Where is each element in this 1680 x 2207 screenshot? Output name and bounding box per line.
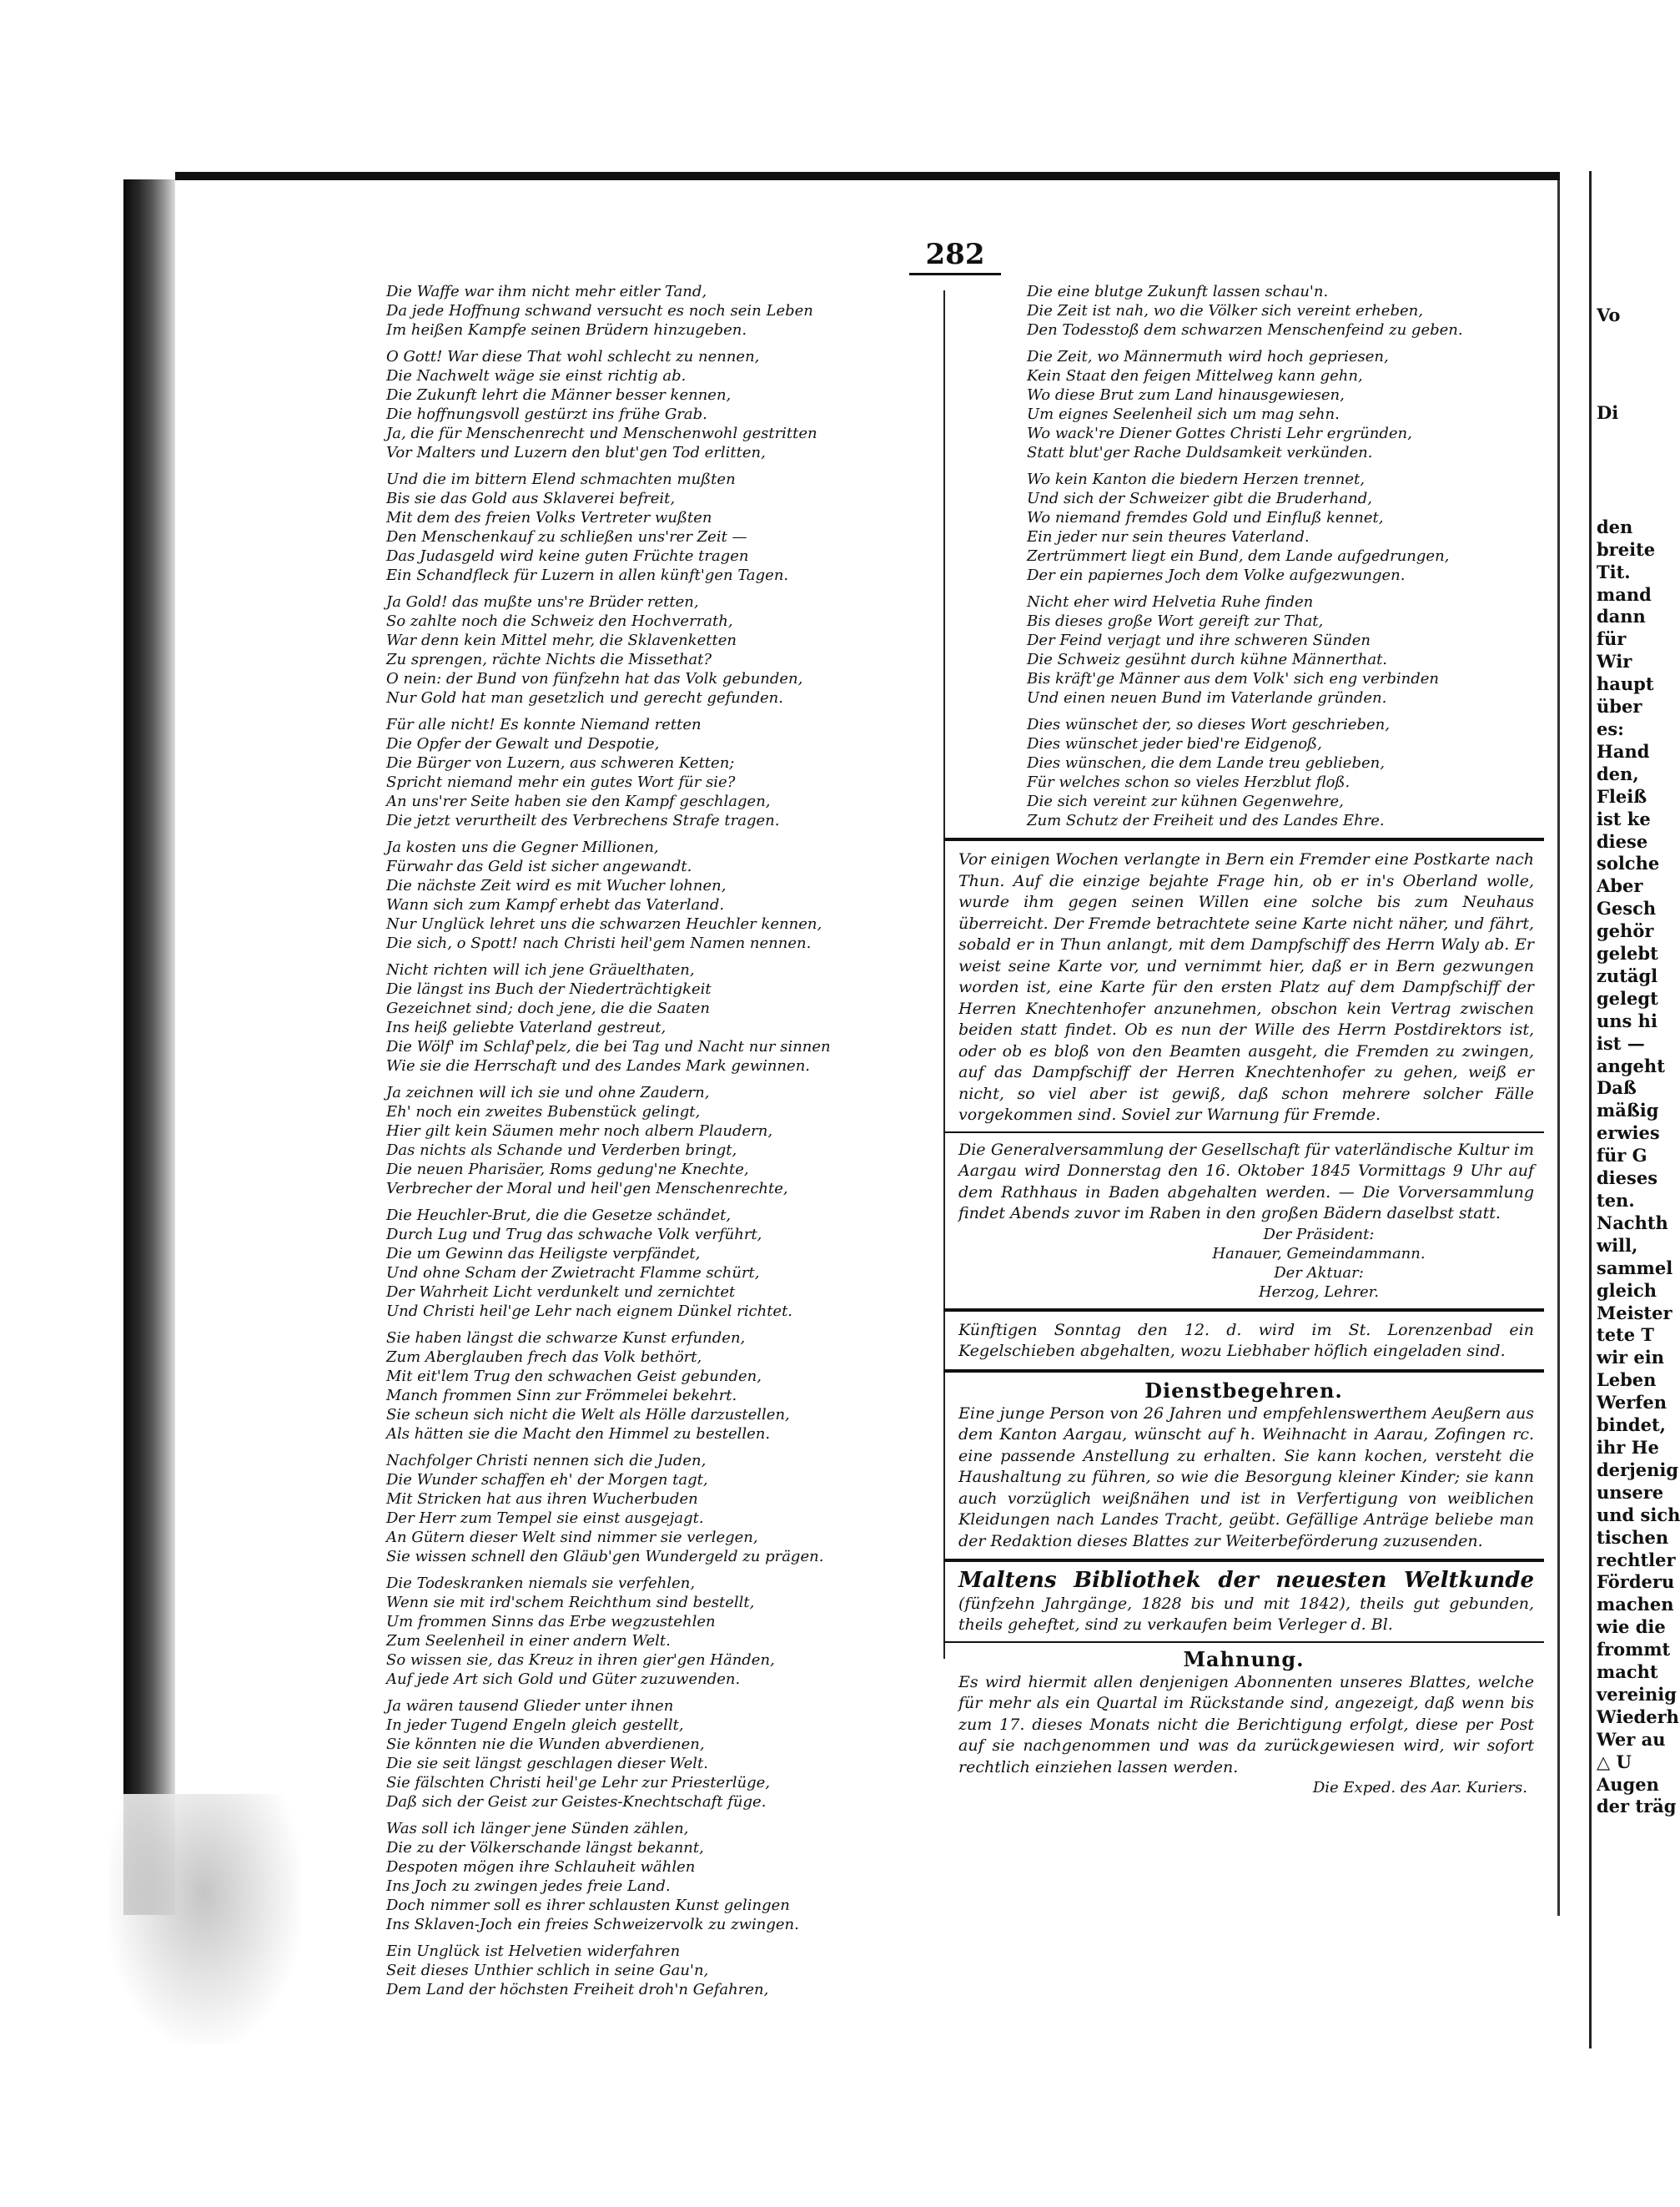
next-page-fragment-line: gelebt xyxy=(1597,943,1658,965)
poem-line: Fürwahr das Geld ist sicher angewandt. xyxy=(386,858,692,875)
poem-line: O nein: der Bund von fünfzehn hat das Volk gebunden, xyxy=(386,670,803,688)
next-page-fragment-line: Werfen xyxy=(1597,1392,1667,1413)
next-page-fragment-line: für xyxy=(1597,628,1627,650)
poem-line: Und sich der Schweizer gibt die Bruderhand, xyxy=(1027,490,1372,507)
poem-line: Ja kosten uns die Gegner Millionen, xyxy=(386,839,659,856)
next-page-fragment-line: machen xyxy=(1597,1594,1674,1615)
poem-line: Mit Stricken hat aus ihren Wucherbuden xyxy=(386,1490,698,1508)
poem-line: Hier gilt kein Säumen mehr noch albern Plaudern, xyxy=(386,1122,773,1140)
poem-line: Nachfolger Christi nennen sich die Juden, xyxy=(386,1452,707,1469)
poem-stanza xyxy=(1027,592,1544,708)
next-page-fragment-line: tete T xyxy=(1597,1324,1655,1346)
poem-line: Spricht niemand mehr ein gutes Wort für sie? xyxy=(386,773,736,791)
next-page-fragment-line: Augen xyxy=(1597,1773,1659,1795)
next-page-fragment-line: und sich xyxy=(1597,1504,1680,1525)
poem-line: Ja, die für Menschenrecht und Menschenwohl gestritten xyxy=(386,425,817,442)
poem-line: Wo diese Brut zum Land hinausgewiesen, xyxy=(1027,386,1345,404)
reminder-heading: Mahnung. xyxy=(1183,1646,1305,1671)
next-page-fragment-line: Förderu xyxy=(1597,1571,1675,1593)
poem-line: Ein jeder nur sein theures Vaterland. xyxy=(1027,528,1310,546)
next-page-fragment-line: erwies xyxy=(1597,1122,1660,1144)
poem-line: Der Feind verjagt und ihre schweren Sünden xyxy=(1027,632,1371,649)
library-ad-title: Maltens Bibliothek der neuesten Weltkunde xyxy=(958,1568,1534,1593)
next-page-fragment-line: Aber xyxy=(1597,875,1643,897)
poem-stanza xyxy=(386,1574,933,1689)
poem-stanza xyxy=(386,347,933,462)
poem-line: Verbrecher der Moral und heil'gen Menschenrechte, xyxy=(386,1180,788,1197)
next-page-fragment-line: der träg xyxy=(1597,1796,1677,1817)
poem-line: Ein Unglück ist Helvetien widerfahren xyxy=(386,1942,681,1960)
poem-line: Ins Sklaven-Joch ein freies Schweizervolk zu zwingen. xyxy=(386,1916,799,1933)
next-page-fragment-line: gleich xyxy=(1597,1279,1657,1301)
poem-line: Nicht eher wird Helvetia Ruhe finden xyxy=(1027,593,1314,611)
poem-line: Sie könnten nie die Wunden abverdienen, xyxy=(386,1736,705,1753)
poem-stanza xyxy=(386,1328,933,1444)
poem-line: Wie sie die Herrschaft und des Landes Mark gewinnen. xyxy=(386,1057,811,1075)
poem-line: Da jede Hoffnung schwand versucht es noch sein Leben xyxy=(386,302,813,320)
next-page-fragment-line: Gesch xyxy=(1597,898,1657,920)
poem-line: Wenn sie mit ird'schem Reichthum sind bestellt, xyxy=(386,1594,755,1611)
poem-line: Vor Malters und Luzern den blut'gen Tod erlitten, xyxy=(386,444,766,461)
poem-line: An uns'rer Seite haben sie den Kampf geschlagen, xyxy=(386,793,771,810)
section-rule xyxy=(943,1308,1544,1312)
poem-line: Durch Lug und Trug das schwache Volk verführt, xyxy=(386,1226,762,1243)
poem-stanza xyxy=(386,1696,933,1811)
poem-line: Dies wünschet jeder bied're Eidgenoß, xyxy=(1027,735,1322,753)
next-page-fragment-line: bindet, xyxy=(1597,1414,1666,1436)
next-page-fragment-line: tischen xyxy=(1597,1526,1669,1548)
poem-line: Die sie seit längst geschlagen dieser Welt. xyxy=(386,1755,708,1772)
poem-line: Die Heuchler-Brut, die die Gesetze schändet, xyxy=(386,1207,732,1224)
right-column xyxy=(943,282,1544,1797)
next-page-fragment-line: rechtler xyxy=(1597,1549,1676,1570)
poem-left-column xyxy=(386,282,933,2007)
next-page-fragment-line: Leben xyxy=(1597,1369,1657,1391)
poem-line: Den Menschenkauf zu schließen uns'rer Zeit — xyxy=(386,528,747,546)
next-page-fragment-line: für G xyxy=(1597,1145,1647,1166)
section-rule xyxy=(943,1131,1544,1133)
poem-line: Dem Land der höchsten Freiheit droh'n Gefahren, xyxy=(386,1981,769,1998)
poem-line: Das nichts als Schande und Verderben bringt, xyxy=(386,1141,737,1159)
poem-line: Sie haben längst die schwarze Kunst erfunden, xyxy=(386,1329,746,1347)
poem-line: Bis kräft'ge Männer aus dem Volk' sich eng verbinden xyxy=(1027,670,1439,688)
poem-line: Despoten mögen ihre Schlauheit wählen xyxy=(386,1858,696,1876)
next-page-fragment-line: wie die xyxy=(1597,1616,1666,1638)
poem-line: Ja wären tausend Glieder unter ihnen xyxy=(386,1697,674,1715)
poem-stanza xyxy=(386,960,933,1076)
poem-line: Die Zeit, wo Männermuth wird hoch gepriesen, xyxy=(1027,348,1389,365)
poem-line: Sie wissen schnell den Gläub'gen Wundergeld zu prägen. xyxy=(386,1548,824,1565)
poem-line: Für welches schon so vieles Herzblut floß. xyxy=(1027,773,1351,791)
poem-stanza xyxy=(386,715,933,830)
poem-line: Zum Aberglauben frech das Volk bethört, xyxy=(386,1348,702,1366)
poem-line: Die nächste Zeit wird es mit Wucher lohnen, xyxy=(386,877,727,894)
next-page-fragment-line: Tit. xyxy=(1597,561,1631,582)
page-top-rule xyxy=(175,172,1560,180)
poem-line: Die längst ins Buch der Niederträchtigkeit xyxy=(386,980,712,998)
next-page-fragment-line: macht xyxy=(1597,1661,1658,1683)
poem-line: Die sich vereint zur kühnen Gegenwehre, xyxy=(1027,793,1344,810)
poem-line: Ins Joch zu zwingen jedes freie Land. xyxy=(386,1877,671,1895)
poem-line: Wann sich zum Kampf erhebt das Vaterland. xyxy=(386,896,725,914)
next-page-fragment-line: △ U xyxy=(1597,1751,1632,1772)
next-page-fragment-line: angeht xyxy=(1597,1055,1665,1076)
poem-line: Bis sie das Gold aus Sklaverei befreit, xyxy=(386,490,676,507)
poem-line: So wissen sie, das Kreuz in ihren gier'gen Händen, xyxy=(386,1651,775,1669)
next-page-fragment-line: zutägl xyxy=(1597,965,1658,986)
next-page-fragment xyxy=(1589,171,1680,2048)
president-label: Der Präsident: xyxy=(1263,1225,1375,1243)
poem-line: Sie scheun sich nicht die Welt als Hölle darzustellen, xyxy=(386,1406,790,1423)
poem-line: Wo niemand fremdes Gold und Einfluß kennet, xyxy=(1027,509,1384,527)
next-page-fragment-line: Wer au xyxy=(1597,1728,1666,1750)
next-page-fragment-line: will, xyxy=(1597,1234,1638,1256)
poem-line: Um frommen Sinns das Erbe wegzustehlen xyxy=(386,1613,716,1630)
poem-line: Die Wunder schaffen eh' der Morgen tagt, xyxy=(386,1471,708,1489)
poem-line: Was soll ich länger jene Sünden zählen, xyxy=(386,1820,689,1837)
poem-line: Um eignes Seelenheil sich um mag sehn. xyxy=(1027,406,1340,423)
poem-line: Zu sprengen, rächte Nichts die Missethat? xyxy=(386,651,712,668)
poem-line: Bis dieses große Wort gereift zur That, xyxy=(1027,612,1324,630)
poem-line: Und einen neuen Bund im Vaterlande gründen. xyxy=(1027,689,1387,707)
poem-line: Mit eit'lem Trug den schwachen Geist gebunden, xyxy=(386,1368,762,1385)
library-ad-text: (fünfzehn Jahrgänge, 1828 bis und mit 1842), theils gut gebunden, theils geheftet, sind zu verkaufen beim Verleger d. Bl. xyxy=(958,1594,1534,1634)
poem-line: Die jetzt verurtheilt des Verbrechens Strafe tragen. xyxy=(386,812,780,829)
next-page-fragment-line: Wiederh xyxy=(1597,1706,1679,1727)
poem-line: Die Todeskranken niemals sie verfehlen, xyxy=(386,1575,696,1592)
poem-stanza xyxy=(386,1206,933,1321)
next-page-fragment-line: Daß xyxy=(1597,1077,1637,1099)
poem-line: Die Opfer der Gewalt und Despotie, xyxy=(386,735,660,753)
next-page-fragment-line: Wir xyxy=(1597,651,1632,673)
poem-line: Die zu der Völkerschande längst bekannt, xyxy=(386,1839,704,1857)
next-page-fragment-line: mand xyxy=(1597,583,1652,605)
next-page-fragment-line: Vo xyxy=(1597,305,1621,325)
poem-line: Der Herr zum Tempel sie einst ausgejagt. xyxy=(386,1509,704,1527)
poem-line: Die sich, o Spott! nach Christi heil'gem Namen nennen. xyxy=(386,935,812,952)
poem-line: Ja zeichnen will ich sie und ohne Zaudern, xyxy=(386,1084,710,1101)
assembly-notice: Die Generalversammlung der Gesellschaft für vaterländische Kultur im Aargau wird Donnerstag den 16. Oktober 1845 Vormittags 9 Uhr auf dem Rathhaus in Baden abgehalten werden. — Die Vorversammlung findet Abends zuvor im Raben in den großen Bädern daselbst statt. xyxy=(958,1140,1534,1222)
book-binding-edge xyxy=(123,179,175,1915)
page-smudge xyxy=(108,1794,300,2044)
poem-line: Nur Unglück lehret uns die schwarzen Heuchler kennen, xyxy=(386,915,822,933)
poem-line: Mit dem des freien Volks Vertreter wußten xyxy=(386,509,712,527)
section-rule xyxy=(943,838,1544,841)
poem-line: Die Bürger von Luzern, aus schweren Ketten; xyxy=(386,754,735,772)
page-number: 282 xyxy=(909,238,1001,275)
poem-line: Für alle nicht! Es konnte Niemand retten xyxy=(386,716,702,733)
poem-line: Die Nachwelt wäge sie einst richtig ab. xyxy=(386,367,687,385)
poem-stanza xyxy=(1027,347,1544,462)
next-page-fragment-line: Fleiß xyxy=(1597,785,1647,807)
next-page-fragment-line: Meister xyxy=(1597,1302,1672,1323)
poem-line: Gezeichnet sind; doch jene, die die Saaten xyxy=(386,1000,710,1017)
next-page-fragment-line: diese xyxy=(1597,830,1648,852)
poem-line: So zahlte noch die Schweiz den Hochverrath, xyxy=(386,612,733,630)
next-page-fragment-line: Hand xyxy=(1597,740,1650,762)
next-page-fragment-line: ist — xyxy=(1597,1032,1645,1054)
next-page-fragment-line: Di xyxy=(1597,401,1619,423)
poem-line: Die Waffe war ihm nicht mehr eitler Tand, xyxy=(386,283,707,300)
poem-stanza xyxy=(386,1451,933,1566)
poem-line: Die Wölf' im Schlaf'pelz, die bei Tag und Nacht nur sinnen xyxy=(386,1038,831,1056)
section-rule xyxy=(943,1369,1544,1373)
poem-line: Daß sich der Geist zur Geistes-Knechtschaft füge. xyxy=(386,1793,767,1811)
reminder-signoff: Die Exped. des Aar. Kuriers. xyxy=(1312,1779,1527,1796)
poem-line: Auf jede Art sich Gold und Güter zuzuwenden. xyxy=(386,1670,741,1688)
poem-line: Zum Seelenheil in einer andern Welt. xyxy=(386,1632,671,1650)
poem-line: Die eine blutge Zukunft lassen schau'n. xyxy=(1027,283,1329,300)
service-request-heading: Dienstbegehren. xyxy=(1144,1378,1343,1403)
president-name: Hanauer, Gemeindammann. xyxy=(1212,1244,1426,1262)
next-page-fragment-line: breite xyxy=(1597,538,1656,560)
next-page-fragment-line: ten. xyxy=(1597,1190,1635,1211)
poem-stanza xyxy=(386,282,933,340)
poem-line: Die Zeit ist nah, wo die Völker sich vereint erheben, xyxy=(1027,302,1423,320)
service-request-text: Eine junge Person von 26 Jahren und empfehlenswerthem Aeußern aus dem Kanton Aargau, wünscht auf h. Weihnacht in Aarau, Zofingen rc. eine passende Anstellung zu erhalten. Sie kann kochen, versteht die Haushaltung zu führen, so wie die Besorgung kleiner Kinder; sie kann auch vorzüglich weißnähen und ist in Verfertigung von weiblichen Kleidungen nach Landes Tracht, geübt. Gefällige Anträge beliebe man der Redaktion dieses Blattes zur Weiterbeförderung zuzusenden. xyxy=(958,1403,1534,1550)
poem-line: Ja Gold! das mußte uns're Brüder retten, xyxy=(386,593,699,611)
next-page-fragment-line: ihr He xyxy=(1597,1436,1659,1458)
next-page-fragment-line: sammel xyxy=(1597,1257,1673,1278)
next-page-fragment-line: wir ein xyxy=(1597,1347,1665,1368)
warning-notice: Vor einigen Wochen verlangte in Bern ein Fremder eine Postkarte nach Thun. Auf die einzige bejahte Frage hin, ob er in's Oberland wolle, wurde ihm gegen seinen Willen eine solche bis zum Neuhaus überreicht. Der Fremde betrachtete seine Karte nicht näher, und fährt, sobald er in Thun anlangt, mit dem Dampfschiff des Herrn Waly ab. Er weist seine Karte vor, und vernimmt hier, daß er in Bern gezwungen worden ist, eine Karte für den ersten Platz auf dem Dampfschiff der Herren Knechtenhofer anzunehmen, obschon kein Vertrag zwischen beiden statt findet. Ob es nun der Wille des Herrn Postdirektors ist, oder ob es bloß von den Beamten ausgeht, die Fremden zu zwingen, auf das Dampfschiff der Herren Knechtenhofer zu gehen, weiß er nicht, so viel aber ist gewiß, daß schon mehrere solcher Fälle vorgekommen sind. Soviel zur Warnung für Fremde. xyxy=(958,850,1534,1124)
poem-line: An Gütern dieser Welt sind nimmer sie verlegen, xyxy=(386,1529,758,1546)
poem-line: Der Wahrheit Licht verdunkelt und zernichtet xyxy=(386,1283,736,1301)
next-page-fragment-line: solche xyxy=(1597,853,1660,874)
next-page-fragment-line: den, xyxy=(1597,763,1639,784)
poem-line: Der ein papiernes Joch dem Volke aufgezwungen. xyxy=(1027,567,1406,584)
poem-line: Die Zukunft lehrt die Männer besser kennen, xyxy=(386,386,732,404)
next-page-fragment-line: es: xyxy=(1597,718,1624,739)
poem-line: Im heißen Kampfe seinen Brüdern hinzugeben. xyxy=(386,321,747,339)
poem-line: Eh' noch ein zweites Bubenstück gelingt, xyxy=(386,1103,701,1121)
poem-line: War denn kein Mittel mehr, die Sklavenketten xyxy=(386,632,737,649)
next-page-fragment-line: dieses xyxy=(1597,1167,1658,1189)
next-page-fragment-line: derjenig xyxy=(1597,1459,1678,1480)
poem-line: Und ohne Scham der Zwietracht Flamme schürt, xyxy=(386,1264,760,1282)
poem-line: Die Schweiz gesühnt durch kühne Männerthat. xyxy=(1027,651,1388,668)
poem-line: Den Todesstoß dem schwarzen Menschenfeind zu geben. xyxy=(1027,321,1463,339)
next-page-fragment-line: unsere xyxy=(1597,1481,1664,1503)
section-rule xyxy=(943,1641,1544,1643)
actuary-label: Der Aktuar: xyxy=(1274,1263,1364,1282)
poem-continuation xyxy=(943,282,1544,830)
next-page-fragment-line: Nachth xyxy=(1597,1212,1668,1233)
poem-line: Die hoffnungsvoll gestürzt ins frühe Grab. xyxy=(386,406,707,423)
next-page-fragment-line: über xyxy=(1597,696,1642,718)
section-rule xyxy=(943,1559,1544,1562)
poem-stanza xyxy=(386,470,933,585)
next-page-fragment-line: haupt xyxy=(1597,673,1654,695)
next-page-fragment-line: gehör xyxy=(1597,920,1654,942)
poem-line: Und Christi heil'ge Lehr nach eignem Dünkel richtet. xyxy=(386,1303,793,1320)
poem-line: Doch nimmer soll es ihrer schlausten Kunst gelingen xyxy=(386,1897,790,1914)
next-page-fragment-line: gelegt xyxy=(1597,987,1658,1009)
poem-stanza xyxy=(1027,715,1544,830)
poem-line: Seit dieses Unthier schlich in seine Gau'n, xyxy=(386,1962,709,1979)
next-page-fragment-line: frommt xyxy=(1597,1639,1671,1660)
poem-line: Die um Gewinn das Heiligste verpfändet, xyxy=(386,1245,701,1262)
poem-line: Ein Schandfleck für Luzern in allen künft'gen Tagen. xyxy=(386,567,789,584)
poem-line: Die neuen Pharisäer, Roms gedung'ne Knechte, xyxy=(386,1161,749,1178)
next-page-fragment-line: uns hi xyxy=(1597,1010,1657,1031)
poem-stanza xyxy=(386,1819,933,1934)
poem-line: O Gott! War diese That wohl schlecht zu nennen, xyxy=(386,348,760,365)
reminder-text: Es wird hiermit allen denjenigen Abonnenten unseres Blattes, welche für mehr als ein Quartal im Rückstande sind, angezeigt, daß wenn bis zum 17. dieses Monats nicht die Berichtigung erfolgt, diese per Post auf sie nachgenommen und was da zurückgewiesen wird, wir sofort rechtlich einziehen lassen werden. xyxy=(958,1672,1534,1776)
poem-stanza xyxy=(386,1942,933,1999)
poem-line: Nur Gold hat man gesetzlich und gerecht gefunden. xyxy=(386,689,783,707)
poem-stanza xyxy=(386,592,933,708)
poem-line: Das Judasgeld wird keine guten Früchte tragen xyxy=(386,547,749,565)
actuary-name: Herzog, Lehrer. xyxy=(1258,1282,1380,1301)
poem-stanza xyxy=(1027,470,1544,585)
poem-line: Dies wünschen, die dem Lande treu geblieben, xyxy=(1027,754,1385,772)
poem-line: Dies wünschet der, so dieses Wort geschrieben, xyxy=(1027,716,1390,733)
poem-line: Statt blut'ger Rache Duldsamkeit verkünden. xyxy=(1027,444,1373,461)
next-page-fragment-line: den xyxy=(1597,516,1633,537)
poem-line: In jeder Tugend Engeln gleich gestellt, xyxy=(386,1716,684,1734)
poem-line: Zertrümmert liegt ein Bund, dem Lande aufgedrungen, xyxy=(1027,547,1450,565)
poem-line: Ins heiß geliebte Vaterland gestreut, xyxy=(386,1019,666,1036)
next-page-fragment-line: ist ke xyxy=(1597,808,1651,829)
poem-line: Nicht richten will ich jene Gräuelthaten, xyxy=(386,961,695,979)
kegel-notice: Künftigen Sonntag den 12. d. wird im St. Lorenzenbad ein Kegelschieben abgehalten, wozu Liebhaber höflich eingeladen sind. xyxy=(958,1320,1534,1360)
poem-line: Wo kein Kanton die biedern Herzen trennet, xyxy=(1027,471,1365,488)
poem-line: Zum Schutz der Freiheit und des Landes Ehre. xyxy=(1027,812,1385,829)
poem-line: Kein Staat den feigen Mittelweg kann gehn, xyxy=(1027,367,1363,385)
poem-line: Manch frommen Sinn zur Frömmelei bekehrt. xyxy=(386,1387,737,1404)
poem-line: Als hätten sie die Macht den Himmel zu bestellen. xyxy=(386,1425,771,1443)
next-page-fragment-line: mäßig xyxy=(1597,1100,1659,1121)
poem-stanza xyxy=(386,838,933,953)
poem-stanza xyxy=(386,1083,933,1198)
poem-stanza xyxy=(1027,282,1544,340)
poem-line: Sie fälschten Christi heil'ge Lehr zur Priesterlüge, xyxy=(386,1774,771,1791)
next-page-fragment-line: vereinig xyxy=(1597,1683,1677,1705)
poem-line: Wo wack're Diener Gottes Christi Lehr ergründen, xyxy=(1027,425,1412,442)
poem-line: Und die im bittern Elend schmachten mußten xyxy=(386,471,736,488)
library-ad xyxy=(943,1570,1544,1636)
next-page-fragment-line: dann xyxy=(1597,606,1646,627)
